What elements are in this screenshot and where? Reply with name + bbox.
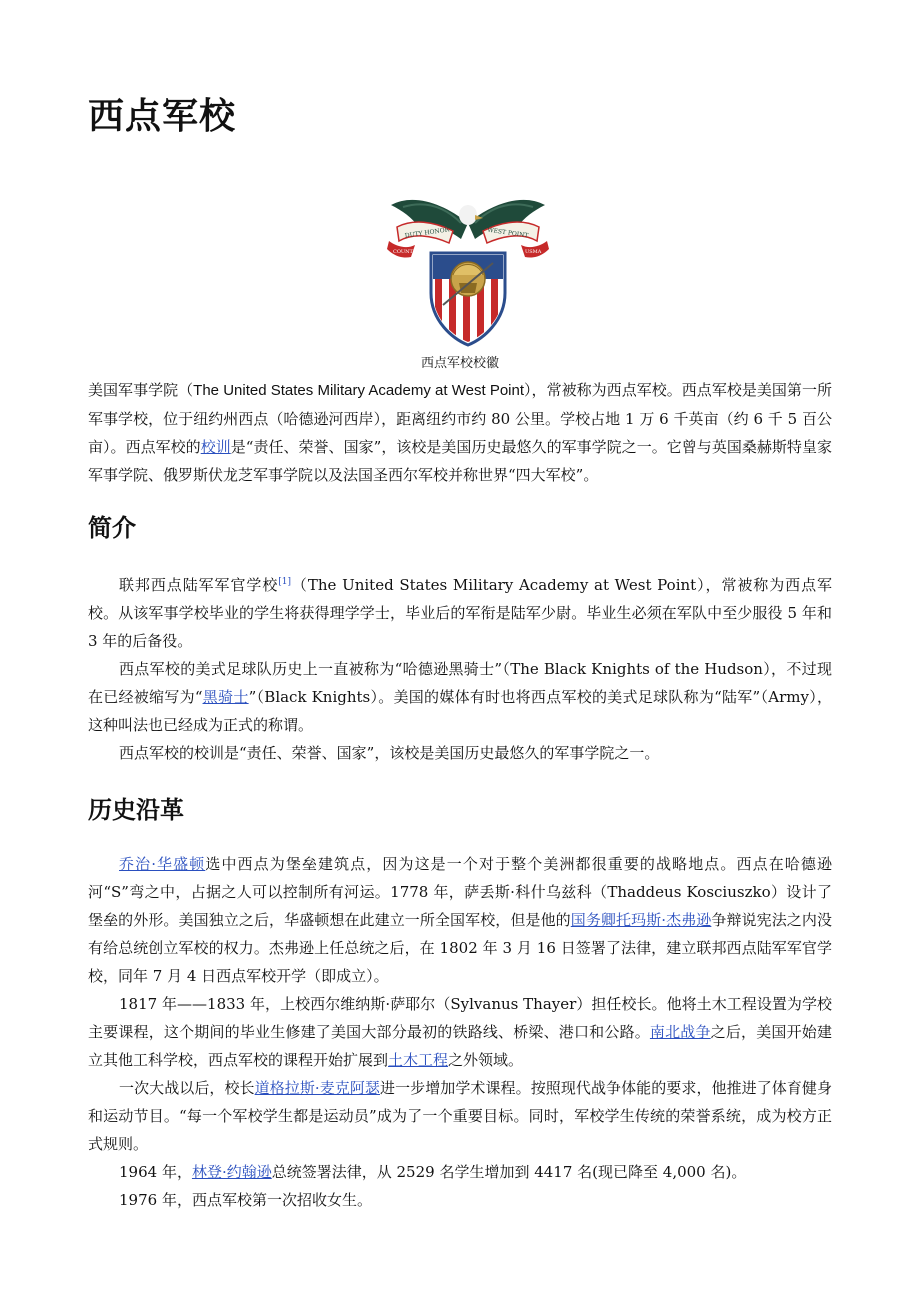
intro-block	[88, 376, 832, 489]
intro-text-en: The United States Military Academy at West Point	[193, 382, 525, 399]
ribbon-bottom-left-text: COUNTRY	[393, 249, 420, 255]
ribbon-bottom-right-text: USMA	[525, 249, 542, 255]
intro-text-1: 美国军事学院（	[88, 381, 194, 399]
ribbon-left-text: DUTY HONOR	[404, 226, 450, 240]
section-heading-intro: 简介	[88, 514, 136, 542]
black-knights-link[interactable]: 黑骑士	[202, 688, 249, 706]
crest-caption: 西点军校校徽	[420, 356, 499, 371]
intro-text-3: 是“责任、荣誉、国家”，该校是美国历史最悠久的军事学院之一。它曾与英国桑赫斯特皇家军事学院、俄罗斯伏龙芝军事学院以及法国圣西尔军校并称世界“四大军校”。	[88, 438, 832, 484]
history-paragraph-5: 1976 年，西点军校第一次招收女生。	[119, 1191, 372, 1209]
intro-section-paragraph-3: 西点军校的校训是“责任、荣誉、国家”，该校是美国历史最悠久的军事学院之一。	[119, 744, 660, 762]
sh-text-9: 总统签署法律，从 2529 名学生增加到 4417 名(现已降至 4,000 名)。	[271, 1163, 747, 1181]
sh-text-3: 1817 年——1833 年，上校西尔维纳斯·萨耶尔（Sylvanus Thayer）担任校长。他将土木工程设置为学校主要课程，这个期间的毕业生修建了美国大部分最初的铁路线、桥梁、港口和公路。	[88, 995, 832, 1041]
intro-text-2: ），常被称为西点军校。西点军校是美国第一所军事学校，位于纽约州西点（哈德逊河西岸），距离纽约市约 80 公里。学校占地 1 万 6 千英亩（约 6 千 5 百公亩）。西点军校的	[88, 381, 832, 456]
section-intro-block	[88, 568, 832, 767]
civil-engineering-link[interactable]: 土木工程	[388, 1051, 449, 1069]
thomas-jefferson-link[interactable]: 国务卿托玛斯·杰弗逊	[570, 911, 712, 929]
ribbon-right-text: WEST POINT	[486, 226, 529, 240]
si-text-1: 联邦西点陆军军官学校	[119, 576, 279, 594]
section-heading-history: 历史沿革	[88, 796, 184, 824]
intro-section-paragraph-2	[88, 655, 832, 739]
intro-paragraph	[88, 376, 832, 489]
intro-section-paragraph-1	[88, 568, 832, 655]
sh-text-6: 一次大战以后，校长	[119, 1079, 255, 1097]
george-washington-link[interactable]: 乔治·华盛顿	[119, 855, 206, 873]
history-paragraph-3	[88, 1074, 832, 1158]
history-paragraph-1	[88, 850, 832, 990]
sh-text-8: 1964 年，	[119, 1163, 192, 1181]
history-paragraph-4	[88, 1158, 832, 1186]
si-text-3: 西点军校的美式足球队历史上一直被称为“哈德逊黑骑士”（The Black Knights of the Hudson），不过现在已经被缩写为“	[88, 660, 832, 706]
si-text-2: （The United States Military Academy at West Point），常被称为西点军校。从该军事学校毕业的学生将获得理学学士，毕业后的军衔是陆军少尉。毕业生必须在军队中至少服役 5 年和 3 年的后备役。	[88, 576, 832, 650]
motto-link[interactable]: 校训	[200, 438, 231, 456]
history-paragraph-2	[88, 990, 832, 1074]
civil-war-link[interactable]: 南北战争	[649, 1023, 711, 1041]
sh-text-7: 进一步增加学术课程。按照现代战争体能的要求，他推进了体育健身和运动节目。“每一个军校学生都是运动员”成为了一个重要目标。同时，军校学生传统的荣誉系统，成为校方正式规则。	[88, 1079, 832, 1153]
sh-text-4: 之后，美国开始建立其他工科学校，西点军校的课程开始扩展到	[88, 1023, 832, 1069]
sh-text-2: 争辩说宪法之内没有给总统创立军校的权力。杰弗逊上任总统之后，在 1802 年 3 月 16 日签署了法律，建立联邦西点陆军军官学校，同年 7 月 4 日西点军校开学（即成立）。	[88, 911, 832, 985]
sh-text-5: 之外领域。	[448, 1051, 524, 1069]
eagle-head	[459, 205, 477, 225]
page-title: 西点军校	[88, 96, 237, 137]
reference-link[interactable]: [1]	[278, 577, 291, 587]
crest-emblem	[383, 183, 553, 348]
sh-text-1: 选中西点为堡垒建筑点，因为这是一个对于整个美洲都很重要的战略地点。西点在哈德逊河“S”弯之中，占据之人可以控制所有河运。1778 年，萨丢斯·科什乌兹科（Thaddeus Kosciuszko）设计了堡垒的外形。美国独立之后，华盛顿想在此建立一所全国军校，但是他的	[88, 855, 832, 929]
si-text-4: ”（Black Knights）。美国的媒体有时也将西点军校的美式足球队称为“陆军”（Army），这种叫法也已经成为正式的称谓。	[88, 688, 832, 734]
section-history-block	[88, 850, 832, 1214]
lyndon-johnson-link[interactable]: 林登·约翰逊	[191, 1163, 272, 1181]
douglas-macarthur-link[interactable]: 道格拉斯·麦克阿瑟	[254, 1079, 381, 1097]
